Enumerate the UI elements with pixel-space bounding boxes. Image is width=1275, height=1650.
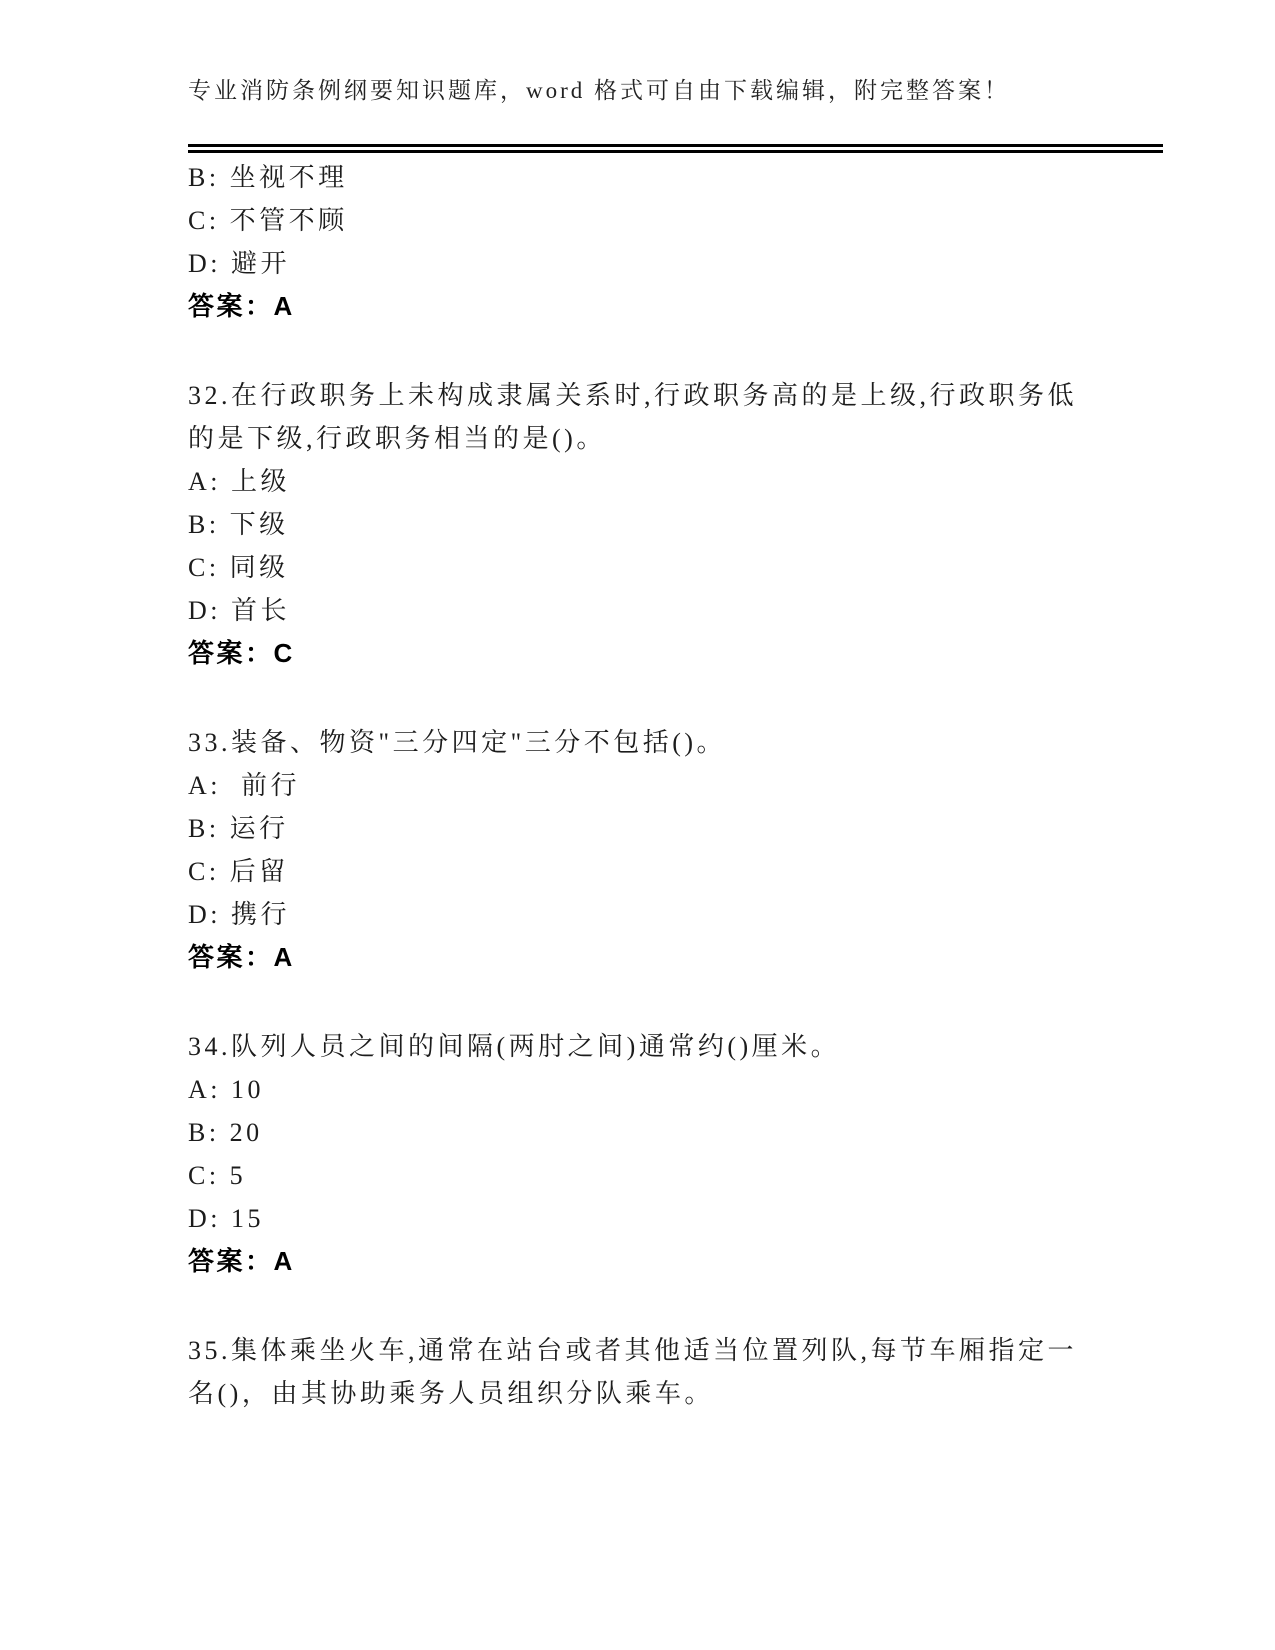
- document-body: [188, 156, 1148, 1415]
- page-header-title: 专业消防条例纲要知识题库，word 格式可自由下载编辑，附完整答案！: [188, 78, 1011, 103]
- q34-text-line1: 34.队列人员之间的间隔(两肘之间)通常约()厘米。: [188, 1032, 841, 1061]
- q31-option-b: B: 坐视不理: [188, 163, 348, 192]
- q34-option-c: C: 5: [188, 1161, 247, 1190]
- q32-text-line2: 的是下级,行政职务相当的是()。: [188, 424, 606, 453]
- q32-option-a: A: 上级: [188, 467, 291, 496]
- q32-text-line1: 32.在行政职务上未构成隶属关系时,行政职务高的是上级,行政职务低: [188, 381, 1078, 410]
- q34-option-a: A: 10: [188, 1075, 264, 1104]
- q33-option-a: A: 前行: [188, 771, 301, 800]
- q33-option-c: C: 后留: [188, 857, 289, 886]
- q34-option-b: B: 20: [188, 1118, 263, 1147]
- q34-answer: 答案：A: [188, 1246, 295, 1276]
- q35-text-line1: 35.集体乘坐火车,通常在站台或者其他适当位置列队,每节车厢指定一: [188, 1336, 1078, 1365]
- q31-option-c: C: 不管不顾: [188, 206, 348, 235]
- q32-option-c: C: 同级: [188, 553, 289, 582]
- q32-answer: 答案：C: [188, 638, 295, 668]
- q34-option-d: D: 15: [188, 1204, 264, 1233]
- q33-text-line1: 33.装备、物资"三分四定"三分不包括()。: [188, 728, 727, 757]
- q32-option-d: D: 首长: [188, 596, 291, 625]
- q31-answer: 答案：A: [188, 291, 295, 321]
- q33-option-b: B: 运行: [188, 814, 289, 843]
- q35-text-line2: 名()，由其协助乘务人员组织分队乘车。: [188, 1379, 714, 1408]
- q33-answer: 答案：A: [188, 942, 295, 972]
- q31-option-d: D: 避开: [188, 249, 291, 278]
- header-double-rule: [188, 144, 1163, 153]
- q33-option-d: D: 携行: [188, 900, 291, 929]
- q32-option-b: B: 下级: [188, 510, 289, 539]
